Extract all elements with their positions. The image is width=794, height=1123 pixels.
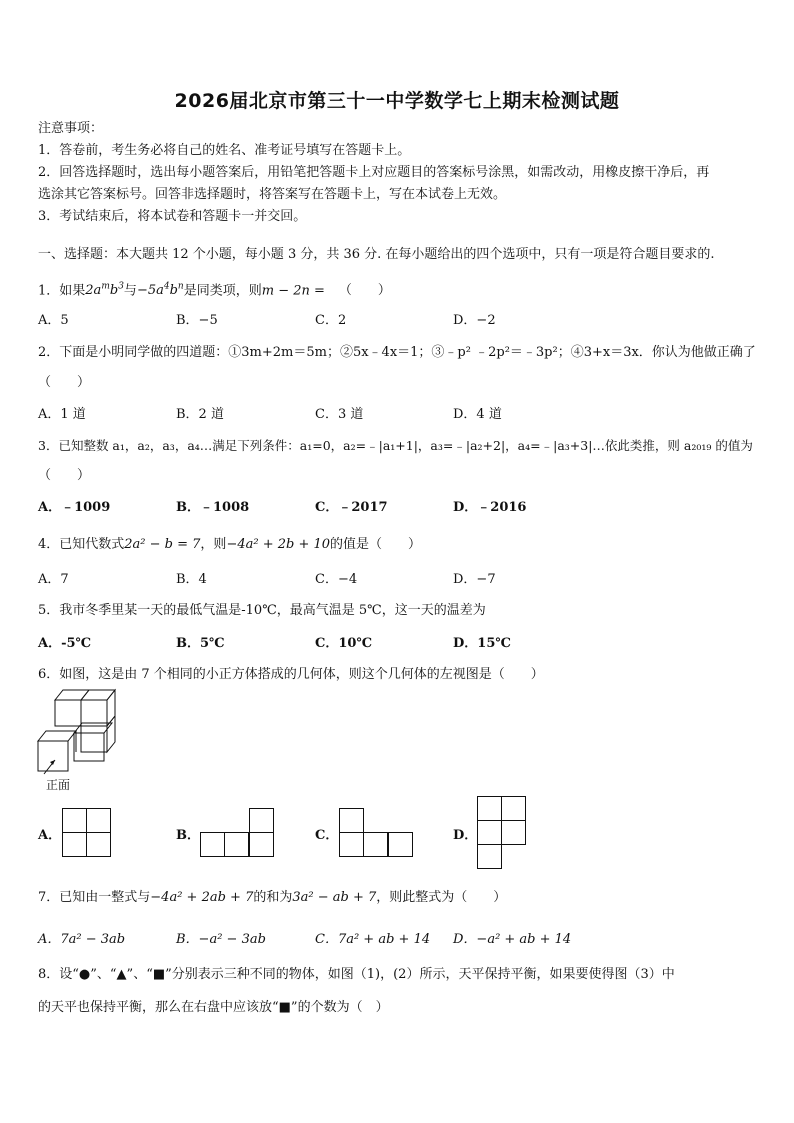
q7-expr1: −4a² + 2ab + 7	[150, 890, 254, 905]
q3-option-c[interactable]: C．﹣2017	[315, 500, 388, 515]
q6-option-b-label[interactable]: B．	[176, 828, 200, 843]
question-3-stem: 3．已知整数 a₁，a₂，a₃，a₄…满足下列条件：a₁=0，a₂=﹣|a₁+1|，a₃=﹣|a₂+2|，a₄=﹣|a₃+3|…依此类推，则 a₂₀₁₉ 的值为	[38, 438, 753, 453]
q6-front-label: 正面	[46, 778, 71, 792]
q4-option-c[interactable]: C．−4	[315, 572, 358, 587]
notice-item-3: 3．考试结束后，将本试卷和答题卡一并交回。	[38, 209, 307, 224]
q2-option-a[interactable]: A．1 道	[38, 407, 86, 422]
q1-expr3: m − 2n =	[261, 283, 325, 299]
question-6-stem: 6．如图，这是由 7 个相同的小正方体搭成的几何体，则这个几何体的左视图是（ ）	[38, 667, 544, 682]
q7-option-d[interactable]: D．−a² + ab + 14	[453, 932, 572, 947]
question-3-paren: （ ）	[38, 468, 91, 483]
q6-option-d-figure[interactable]	[477, 796, 529, 870]
q6-option-c-figure[interactable]	[339, 808, 415, 858]
question-7-stem	[38, 890, 758, 906]
q7-option-b[interactable]: B．−a² − 3ab	[176, 932, 266, 947]
q6-cube-figure	[36, 688, 126, 778]
question-2-stem: 2．下面是小明同学做的四道题：①3m+2m＝5m；②5x﹣4x＝1；③﹣p² ﹣2p²＝﹣3p²；④3+x＝3x．你认为他做正确了	[38, 345, 756, 360]
question-2-paren: （ ）	[38, 375, 91, 390]
q1-text-a: 1．如果	[38, 283, 86, 299]
q2-option-d[interactable]: D．4 道	[453, 407, 502, 422]
question-1-stem	[38, 279, 758, 299]
q1-option-c[interactable]: C．2	[315, 313, 347, 328]
q6-option-a-label[interactable]: A．	[38, 828, 62, 843]
q1-expr1: $2a^mb^3$	[85, 282, 124, 299]
question-8-line-1: 8．设“●”、“▲”、“■”分别表示三种不同的物体，如图（1)，(2）所示，天平保持平衡，如果要使得图（3）中	[38, 967, 675, 982]
section-heading: 一、选择题：本大题共 12 个小题，每小题 3 分，共 36 分. 在每小题给出的四个选项中，只有一项是符合题目要求的.	[38, 247, 715, 262]
q7-option-a[interactable]: A．7a² − 3ab	[38, 932, 126, 947]
q4-text-a: 4．已知代数式	[38, 537, 125, 552]
q1-option-d[interactable]: D．−2	[453, 313, 496, 328]
q1-text-b: 是同类项，则	[183, 283, 262, 299]
question-4-stem	[38, 537, 758, 553]
q7-text-c: ，则此整式为（ ）	[376, 890, 507, 905]
q1-option-b[interactable]: B．−5	[176, 313, 218, 328]
notice-item-2-cont: 选涂其它答案标号。回答非选择题时，将答案写在答题卡上，写在本试卷上无效。	[38, 187, 507, 202]
q1-expr2: $-5a^4b^n$	[136, 282, 184, 299]
question-5-stem: 5．我市冬季里某一天的最低气温是-10℃，最高气温是 5℃，这一天的温差为	[38, 603, 486, 618]
q4-expr1: 2a² − b = 7	[124, 537, 201, 552]
q7-option-c[interactable]: C．7a² + ab + 14	[315, 932, 431, 947]
q1-paren: （ ）	[338, 283, 391, 299]
q7-text-b: 的和为	[253, 890, 293, 905]
q5-option-b[interactable]: B．5℃	[176, 636, 225, 651]
question-8-line-2: 的天平也保持平衡，那么在右盘中应该放“■”的个数为（ ）	[38, 1000, 389, 1015]
notice-item-1: 1．答卷前，考生务必将自己的姓名、准考证号填写在答题卡上。	[38, 143, 411, 158]
q5-option-a[interactable]: A．-5℃	[38, 636, 92, 651]
exam-title: 2026届北京市第三十一中学数学七上期末检测试题	[174, 90, 620, 112]
q6-option-c-label[interactable]: C．	[315, 828, 339, 843]
q4-expr2: −4a² + 2b + 10	[226, 537, 331, 552]
q5-option-c[interactable]: C．10℃	[315, 636, 373, 651]
notice-item-2: 2．回答选择题时，选出每小题答案后，用铅笔把答题卡上对应题目的答案标号涂黑，如需改动，用橡皮擦干净后，再	[38, 165, 710, 180]
q3-option-b[interactable]: B．﹣1008	[176, 500, 250, 515]
q6-option-b-figure[interactable]	[200, 808, 276, 858]
q5-option-d[interactable]: D．15℃	[453, 636, 511, 651]
q6-option-a-figure[interactable]	[62, 808, 112, 858]
q1-option-a[interactable]: A．5	[38, 313, 69, 328]
q4-option-b[interactable]: B．4	[176, 572, 207, 587]
q7-expr2: 3a² − ab + 7	[292, 890, 377, 905]
q4-text-b: ，则	[200, 537, 227, 552]
q2-option-b[interactable]: B．2 道	[176, 407, 224, 422]
q7-text-a: 7．已知由一整式与	[38, 890, 151, 905]
q6-option-d-label[interactable]: D．	[453, 828, 478, 843]
q4-option-a[interactable]: A．7	[38, 572, 69, 587]
q3-option-a[interactable]: A．﹣1009	[38, 500, 111, 515]
q4-option-d[interactable]: D．−7	[453, 572, 496, 587]
notice-heading: 注意事项：	[38, 121, 104, 136]
q2-option-c[interactable]: C．3 道	[315, 407, 364, 422]
q3-option-d[interactable]: D．﹣2016	[453, 500, 527, 515]
q4-text-c: 的值是（ ）	[330, 537, 422, 552]
q1-text-mid: 与	[123, 283, 137, 299]
